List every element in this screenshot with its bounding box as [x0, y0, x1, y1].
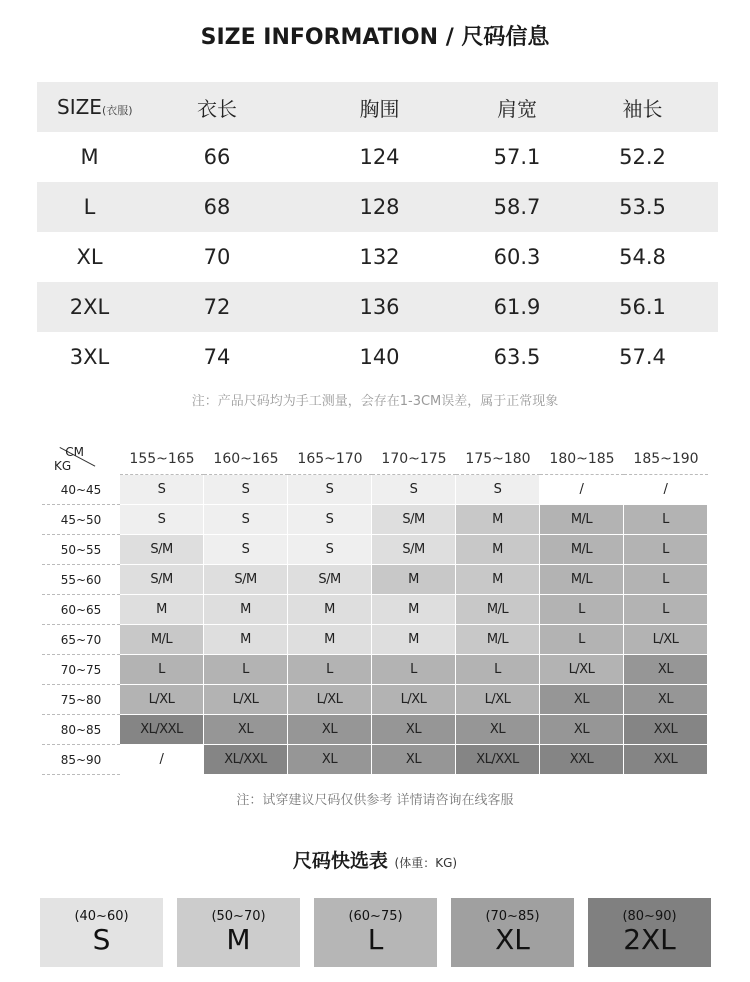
size-recommendation-cell: M — [456, 505, 540, 535]
shoulder-cell: 57.1 — [493, 145, 541, 169]
grid-row — [42, 625, 708, 655]
header-size-label: SIZE — [57, 95, 102, 119]
grid-row — [42, 505, 708, 535]
size-recommendation-cell: XXL — [624, 715, 708, 745]
chest-cell: 140 — [359, 345, 400, 369]
length-cell: 68 — [203, 195, 231, 219]
height-column-header: 185~190 — [624, 443, 708, 475]
height-column-header: 180~185 — [540, 443, 624, 475]
quick-size-box — [314, 898, 437, 967]
size-recommendation-cell: M — [204, 625, 288, 655]
height-column-header: 175~180 — [456, 443, 540, 475]
size-table — [37, 82, 718, 382]
quick-weight-range: (50~70) — [211, 909, 266, 924]
size-recommendation-cell: L/XL — [372, 685, 456, 715]
size-recommendation-cell: XXL — [624, 745, 708, 775]
weight-row-header: 50~55 — [42, 535, 120, 565]
weight-row-header: 40~45 — [42, 475, 120, 505]
size-recommendation-cell: L — [624, 535, 708, 565]
size-recommendation-cell: L — [372, 655, 456, 685]
fit-advice-note: 注：试穿建议尺码仅供参考 详情请咨询在线客服 — [236, 793, 514, 808]
weight-row-header: 70~75 — [42, 655, 120, 685]
measurement-note: 注：产品尺码均为手工测量，会存在1-3CM误差，属于正常现象 — [191, 394, 559, 409]
grid-row — [42, 655, 708, 685]
size-recommendation-cell: L — [624, 595, 708, 625]
size-recommendation-cell: S — [204, 535, 288, 565]
length-cell: 74 — [203, 345, 231, 369]
quick-title-text: 尺码快选表 — [292, 850, 388, 872]
size-recommendation-cell: M — [372, 565, 456, 595]
quick-select-title — [0, 846, 750, 873]
weight-row-header: 65~70 — [42, 625, 120, 655]
quick-size-box — [451, 898, 574, 967]
size-recommendation-cell: M — [456, 565, 540, 595]
size-recommendation-cell: M — [120, 595, 204, 625]
shoulder-cell: 63.5 — [493, 345, 541, 369]
size-recommendation-cell: S — [120, 505, 204, 535]
quick-size-label: XL — [495, 923, 530, 956]
weight-row-header: 75~80 — [42, 685, 120, 715]
size-recommendation-cell: L — [624, 505, 708, 535]
size-recommendation-cell: L — [540, 625, 624, 655]
size-recommendation-cell: S — [204, 505, 288, 535]
weight-row-header: 80~85 — [42, 715, 120, 745]
size-recommendation-cell: L/XL — [120, 685, 204, 715]
size-recommendation-cell: XL — [372, 745, 456, 775]
size-recommendation-cell: XL — [540, 685, 624, 715]
size-cell: XL — [76, 245, 103, 269]
size-recommendation-cell: S/M — [204, 565, 288, 595]
grid-row — [42, 565, 708, 595]
size-recommendation-cell: S/M — [120, 535, 204, 565]
size-table-row — [37, 132, 718, 182]
header-shoulder: 肩宽 — [497, 96, 537, 121]
quick-weight-range: (40~60) — [74, 909, 129, 924]
size-recommendation-cell: M/L — [540, 505, 624, 535]
grid-corner — [42, 443, 120, 475]
corner-kg-label: KG — [54, 459, 72, 473]
size-recommendation-cell: / — [624, 475, 708, 505]
weight-row-header: 85~90 — [42, 745, 120, 775]
chest-cell: 128 — [359, 195, 400, 219]
size-recommendation-cell: M — [288, 595, 372, 625]
header-size-note: (衣服) — [101, 104, 133, 117]
quick-weight-range: (80~90) — [622, 909, 677, 924]
grid-row — [42, 475, 708, 505]
size-recommendation-cell: XL/XXL — [120, 715, 204, 745]
header-size — [37, 95, 142, 119]
size-recommendation-cell: / — [120, 745, 204, 775]
grid-row — [42, 745, 708, 775]
quick-weight-range: (60~75) — [348, 909, 403, 924]
quick-size-box — [40, 898, 163, 967]
quick-title-unit: (体重：KG) — [394, 856, 458, 870]
size-recommendation-cell: M/L — [120, 625, 204, 655]
quick-size-box — [177, 898, 300, 967]
quick-size-box — [588, 898, 711, 967]
height-column-header: 160~165 — [204, 443, 288, 475]
sleeve-cell: 54.8 — [619, 245, 666, 269]
size-recommendation-cell: M/L — [456, 625, 540, 655]
size-table-row — [37, 232, 718, 282]
header-sleeve: 袖长 — [622, 96, 663, 121]
grid-row — [42, 595, 708, 625]
size-recommendation-cell: S/M — [372, 505, 456, 535]
chest-cell: 132 — [359, 245, 400, 269]
size-recommendation-cell: M — [288, 625, 372, 655]
size-recommendation-cell: XL — [204, 715, 288, 745]
size-recommendation-cell: M — [372, 625, 456, 655]
length-cell: 66 — [203, 145, 231, 169]
size-recommendation-cell: XL — [372, 715, 456, 745]
size-recommendation-cell: S/M — [372, 535, 456, 565]
grid-header — [42, 443, 708, 475]
size-cell: L — [83, 195, 96, 219]
size-table-header — [37, 82, 718, 132]
size-recommendation-cell: XL — [624, 685, 708, 715]
size-recommendation-cell: M/L — [540, 565, 624, 595]
grid-row — [42, 685, 708, 715]
size-recommendation-cell: XL — [456, 715, 540, 745]
size-recommendation-cell: XL — [624, 655, 708, 685]
size-cell: 3XL — [69, 345, 110, 369]
weight-row-header: 60~65 — [42, 595, 120, 625]
size-cell: 2XL — [69, 295, 110, 319]
length-cell: 70 — [203, 245, 231, 269]
size-recommendation-cell: S/M — [120, 565, 204, 595]
size-recommendation-cell: M — [204, 595, 288, 625]
size-recommendation-cell: S — [288, 505, 372, 535]
height-column-header: 155~165 — [120, 443, 204, 475]
size-recommendation-cell: S — [456, 475, 540, 505]
grid-row — [42, 715, 708, 745]
quick-size-label: M — [226, 923, 251, 956]
quick-size-label: S — [92, 923, 111, 956]
size-recommendation-cell: M — [456, 535, 540, 565]
size-recommendation-cell: L/XL — [540, 655, 624, 685]
sleeve-cell: 53.5 — [619, 195, 666, 219]
sleeve-cell: 56.1 — [619, 295, 666, 319]
size-recommendation-cell: S — [204, 475, 288, 505]
size-recommendation-cell: S — [288, 535, 372, 565]
shoulder-cell: 60.3 — [493, 245, 541, 269]
size-recommendation-cell: S — [120, 475, 204, 505]
shoulder-cell: 61.9 — [493, 295, 541, 319]
size-recommendation-cell: L — [624, 565, 708, 595]
size-recommendation-cell: XL — [288, 745, 372, 775]
size-recommendation-cell: M/L — [456, 595, 540, 625]
size-recommendation-cell: M — [372, 595, 456, 625]
height-column-header: 170~175 — [372, 443, 456, 475]
quick-weight-range: (70~85) — [485, 909, 540, 924]
size-recommendation-cell: L/XL — [624, 625, 708, 655]
length-cell: 72 — [203, 295, 231, 319]
weight-row-header: 55~60 — [42, 565, 120, 595]
size-recommendation-cell: XL — [288, 715, 372, 745]
corner-cm-label: CM — [65, 445, 84, 459]
size-recommendation-cell: S/M — [288, 565, 372, 595]
grid-row — [42, 535, 708, 565]
size-recommendation-cell: XL — [540, 715, 624, 745]
size-table-row — [37, 182, 718, 232]
size-table-row — [37, 282, 718, 332]
size-recommendation-cell: L — [540, 595, 624, 625]
size-recommendation-cell: M/L — [540, 535, 624, 565]
size-table-row — [37, 332, 718, 382]
shoulder-cell: 58.7 — [493, 195, 541, 219]
size-recommendation-cell: L/XL — [204, 685, 288, 715]
chest-cell: 136 — [359, 295, 400, 319]
quick-size-label: 2XL — [623, 923, 676, 956]
size-cell: M — [80, 145, 99, 169]
chest-cell: 124 — [359, 145, 400, 169]
size-recommendation-cell: S — [372, 475, 456, 505]
size-recommendation-cell: L/XL — [456, 685, 540, 715]
size-recommendation-cell: XXL — [540, 745, 624, 775]
page-title: SIZE INFORMATION / 尺码信息 — [200, 25, 550, 50]
size-recommendation-cell: L — [456, 655, 540, 685]
weight-row-header: 45~50 — [42, 505, 120, 535]
header-length: 衣长 — [197, 96, 237, 121]
size-recommendation-cell: XL/XXL — [204, 745, 288, 775]
quick-select-boxes — [40, 898, 711, 967]
header-chest: 胸围 — [359, 96, 400, 121]
size-recommendation-cell: L — [120, 655, 204, 685]
size-recommendation-cell: XL/XXL — [456, 745, 540, 775]
size-recommendation-grid — [42, 443, 708, 775]
height-column-header: 165~170 — [288, 443, 372, 475]
size-recommendation-cell: L/XL — [288, 685, 372, 715]
size-recommendation-cell: L — [204, 655, 288, 685]
size-recommendation-cell: S — [288, 475, 372, 505]
size-recommendation-cell: L — [288, 655, 372, 685]
sleeve-cell: 52.2 — [619, 145, 666, 169]
size-recommendation-cell: / — [540, 475, 624, 505]
sleeve-cell: 57.4 — [619, 345, 666, 369]
quick-size-label: L — [367, 923, 384, 956]
